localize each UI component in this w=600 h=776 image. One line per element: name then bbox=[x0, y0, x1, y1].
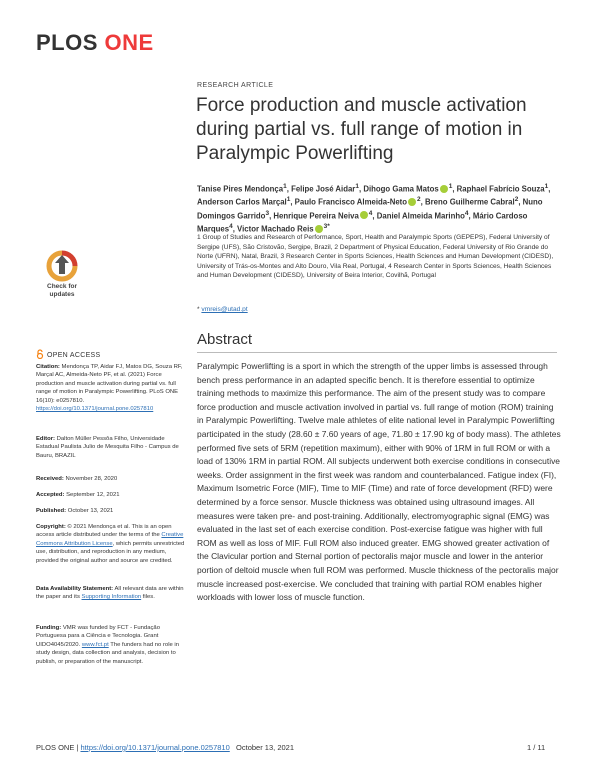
received-block bbox=[36, 475, 186, 483]
author-name: Raphael Fabrício Souza bbox=[456, 184, 545, 194]
affiliations: 1 Group of Studies and Research of Performance, Sport, Health and Paralympic Sports (GEPEPS), Federal University of Sergipe (UFS), São Cristovão, Sergipe, Brazil, 2 Department of Physical Education, Federal University of Rio Grande do Norte (UFRN), Natal, Brazil, 3 Research Center in Sports Sciences, Health Sciences and Human Development (CIDESD), University of Trás-os-Montes and Alto Douro, Vila Real, Portugal, 4 Research Center in Sports Sciences, Health Sciences and Human Development (CIDESD), University of Beira Interior, Covilhã, Portugal bbox=[197, 234, 554, 280]
author-name: Dihogo Gama Matos bbox=[363, 184, 439, 194]
accepted-label: Accepted: bbox=[36, 492, 65, 498]
copyright-text-post: , which permits unrestricted use, distribution, and reproduction in any medium, provided the original author and source are credited. bbox=[36, 540, 185, 564]
author-name: Breno Guilherme Cabral bbox=[425, 197, 515, 207]
author-name: Felipe José Aidar bbox=[291, 184, 356, 194]
received-date: November 28, 2020 bbox=[65, 476, 118, 482]
accepted-date: September 12, 2021 bbox=[66, 492, 120, 498]
abstract-divider bbox=[197, 352, 557, 353]
editor-label: Editor: bbox=[36, 436, 55, 442]
author-affiliation: 1 bbox=[448, 183, 453, 190]
footer-date: October 13, 2021 bbox=[236, 743, 295, 752]
data-availability-text-post: files. bbox=[142, 594, 155, 601]
published-label: Published: bbox=[36, 508, 67, 514]
author-affiliation: 2 bbox=[417, 196, 421, 204]
received-label: Received: bbox=[36, 476, 64, 482]
editor-text: Dalton Müller Pessôa Filho, Universidade Estadual Paulista Julio de Mesquita Filho - Campus de Bauru, BRAZIL bbox=[36, 436, 179, 459]
email-prefix: * bbox=[197, 306, 202, 313]
author-affiliation: 2 bbox=[514, 196, 519, 204]
editor-block bbox=[36, 435, 186, 460]
email-link[interactable]: vmreis@utad.pt bbox=[201, 306, 248, 313]
data-availability-text: All relevant data are within the paper and its bbox=[36, 586, 184, 601]
author-affiliation: 3 bbox=[265, 209, 270, 217]
check-for-updates-icon bbox=[34, 250, 90, 284]
abstract-body: Paralympic Powerlifting is a sport in which the strength of the upper limbs is assessed through bench press performance in an adapted specific bench. It is therefore essential to optimize training methods to maximize this performance. The aim of the present study was to compare force production and muscle activation involved in partial vs. full range of motion (ROM) training in Paralympic Powerlifting. Twelve male athletes of elite national level in Paralympic Powerlifting participated in the study (28.60 ± 7.60 years of age, 71.80 ± 17.90 kg of body mass). The athletes performed five sets of 5RM (repetition maximum), either with 90% of 1RM in full ROM or with a load of 130% 1RM in partial ROM. All subjects underwent both exercise conditions in consecutive weeks. Order assignment in the first week was random and counterbalanced. Fatigue index (FI), Maximum Isometric Force (MIF), Time to MIF (Time) and rate of force development (RFD) were determined by a force sensor. Muscle thickness was obtained using ultrasound images. All measures were taken pre- and post-training. Additionally, electromyographic signal (EMG) was evaluated in the last set of each exercise condition. Post-exercise fatigue was higher with full ROM as well as loss of MIF. Full ROM also induced greater. EMG showed greater activation of the Clavicular portion and Sternal portion of pectoralis major muscle and lower in the anterior portion of deltoid muscle when full ROM was performed. Muscle thickness of the pectoralis major muscle increased post-exercise. We concluded that training with partial ROM enables higher workloads with lower loss of muscle function. bbox=[197, 361, 561, 603]
article-title: Force production and muscle activation during partial vs. full range of motion in Paralympic Powerlifting bbox=[196, 95, 527, 164]
copyright-label: Copyright: bbox=[36, 524, 66, 530]
page-footer: PLOS ONE | https://doi.org/10.1371/journal.pone.0257810 October 13, 2021 bbox=[36, 743, 295, 752]
author-name: Nuno Domingos Garrido bbox=[197, 197, 543, 221]
logo-plos-text: PLOS bbox=[36, 30, 98, 55]
article-type-label: RESEARCH ARTICLE bbox=[197, 82, 274, 89]
journal-logo[interactable] bbox=[36, 30, 154, 56]
author-affiliation: 1 bbox=[283, 183, 287, 190]
supporting-info-link[interactable]: Supporting Information bbox=[81, 594, 142, 601]
license-link[interactable]: Creative Commons Attribution License bbox=[36, 532, 184, 547]
citation-label: Citation: bbox=[36, 364, 60, 370]
open-lock-icon bbox=[36, 349, 44, 359]
author-name: Henrique Pereira Neiva bbox=[273, 211, 359, 221]
orcid-icon[interactable] bbox=[440, 185, 448, 193]
author-affiliation: 1 bbox=[286, 196, 291, 204]
author-name: Mário Cardoso Marques bbox=[197, 211, 528, 234]
author-affiliation: 4 bbox=[229, 223, 233, 231]
author-name: Daniel Almeida Marinho bbox=[376, 211, 465, 221]
open-access-text: OPEN ACCESS bbox=[47, 352, 101, 359]
check-updates-line1: Check for bbox=[47, 283, 77, 290]
page-number: 1 / 11 bbox=[527, 743, 546, 752]
data-availability-label: Data Availability Statement: bbox=[36, 586, 114, 592]
check-for-updates-label bbox=[34, 283, 90, 298]
author-name: Paulo Francisco Almeida-Neto bbox=[294, 197, 408, 207]
abstract-heading: Abstract bbox=[197, 331, 253, 348]
author-name: Victor Machado Reis bbox=[237, 224, 314, 234]
author-affiliation: 4 bbox=[464, 209, 469, 217]
data-availability-block bbox=[36, 585, 186, 602]
logo-one-text: ONE bbox=[104, 30, 154, 55]
published-date: October 13, 2021 bbox=[67, 508, 114, 514]
published-block bbox=[36, 507, 186, 515]
citation-text: Mendonça TP, Aidar FJ, Matos DG, Souza RF, Marçal AC, Almeida-Neto PF, et al. (2021) Force production and muscle activation during partial vs. full range of motion in Paralympic Powerlifting. PLoS ONE 16(10): e0257810. bbox=[36, 364, 183, 404]
funding-block bbox=[36, 624, 186, 666]
author-name: Tanise Pires Mendonça bbox=[197, 184, 284, 194]
copyright-text: © 2021 Mendonça et al. This is an open access article distributed under the terms of the bbox=[36, 524, 172, 539]
author-affiliation: 1 bbox=[544, 183, 549, 190]
copyright-block bbox=[36, 523, 186, 565]
footer-doi-link[interactable]: https://doi.org/10.1371/journal.pone.0257810 bbox=[80, 743, 230, 752]
citation-doi-link[interactable]: https://doi.org/10.1371/journal.pone.0257810 bbox=[36, 406, 154, 413]
check-updates-line2: updates bbox=[49, 290, 75, 298]
orcid-icon[interactable] bbox=[360, 211, 368, 219]
corresponding-email bbox=[197, 306, 248, 313]
orcid-icon[interactable] bbox=[315, 225, 323, 233]
check-for-updates-badge[interactable] bbox=[34, 250, 90, 304]
funding-label: Funding: bbox=[36, 625, 62, 631]
funding-link[interactable]: www.fct.pt bbox=[81, 641, 109, 648]
funding-text-post: The funders had no role in study design, data collection and analysis, decision to publish, or preparation of the manuscript. bbox=[36, 641, 180, 665]
funding-text: VMR was funded by FCT - Fundação Portuguesa para a Ciência e Tecnologia. Grant UIDO4045/2020. bbox=[36, 625, 160, 648]
author-affiliation: 4 bbox=[368, 209, 373, 217]
footer-journal: PLOS ONE bbox=[36, 743, 75, 752]
author-name: Anderson Carlos Marçal bbox=[197, 197, 287, 207]
author-affiliation: 1 bbox=[355, 183, 359, 190]
open-access-label bbox=[36, 349, 100, 359]
citation-block bbox=[36, 363, 186, 413]
accepted-block bbox=[36, 491, 186, 499]
author-affiliation: 3* bbox=[323, 223, 330, 231]
author-list: Tanise Pires Mendonça$^1$, Felipe José Aidar$^1$, Dihogo Gama Matos $^1$, Raphael Fabrício Souza$^1$, Anderson Carlos Marçal$^1$, Paulo Francisco Almeida-Neto $^2$, Breno Guilherme Cabral$^2$, Nuno Domingos Garrido$^3$, Henrique Pereira Neiva $^4$, Daniel Almeida Marinho$^4$, Mário Cardoso Marques$^4$, Victor Machado Reis $^{3*}$ bbox=[197, 183, 551, 234]
orcid-icon[interactable] bbox=[408, 198, 416, 206]
